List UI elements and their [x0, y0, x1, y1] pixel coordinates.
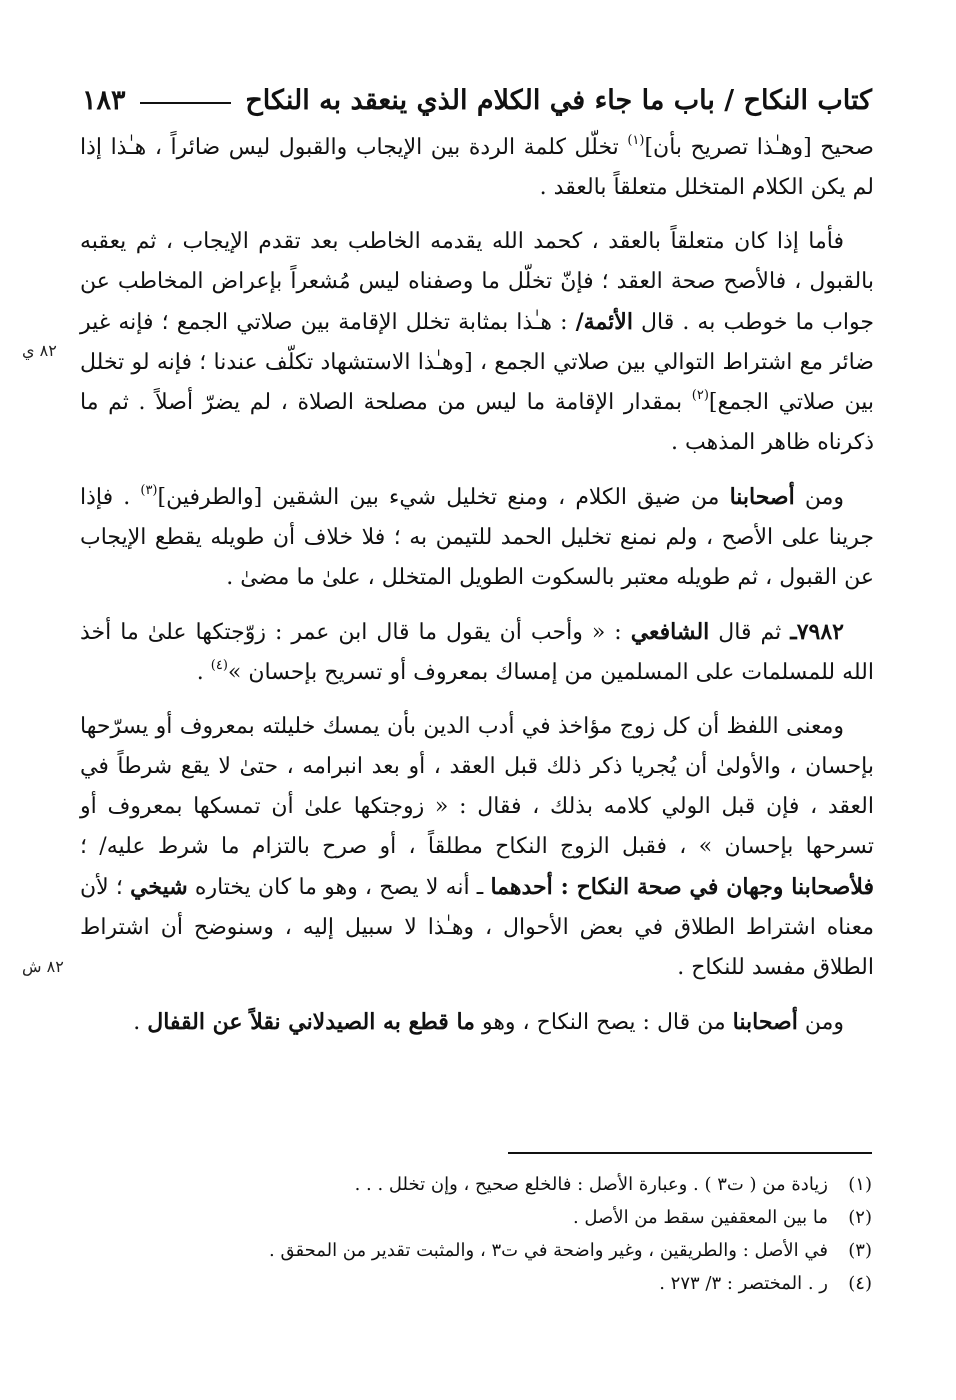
paragraph-5	[80, 707, 874, 988]
paragraph-3	[80, 477, 874, 598]
footnote-ref-3[interactable]: (٣)	[140, 483, 158, 498]
footnote-ref-4[interactable]: (٤)	[210, 658, 228, 673]
bold-term: الأئمة/	[575, 309, 633, 335]
margin-note-folio-82y: ٨٢ ي	[22, 341, 57, 360]
text-run: تخلّل كلمة الردة بين الإيجاب والقبول ليس ضائراً ، هـٰذا إذا لم يكن الكلام المتخلل متعلقاً بالعقد .	[80, 135, 874, 200]
footnote-number: (٣)	[848, 1240, 872, 1261]
text-run: ومن	[794, 485, 845, 510]
footnote-item	[100, 1267, 872, 1300]
text-run: من ضيق الكلام ، ومنع تخليل شيء بين الشقين [والطرفين]	[157, 485, 730, 510]
footnote-number: (٢)	[848, 1207, 872, 1228]
main-text	[80, 128, 874, 1053]
text-run: بمقدار الإقامة ما ليس من مصلحة الصلاة ، لم يضرّ أصلاً . ثم ما ذكرناه ظاهر المذهب .	[80, 390, 874, 455]
footnotes	[100, 1168, 872, 1300]
footnote-number: (١)	[848, 1174, 872, 1195]
running-header	[82, 78, 872, 122]
footnote-item	[100, 1168, 872, 1201]
issue-number: ٧٩٨٢ـ	[790, 619, 844, 645]
page-number: ١٨٣	[82, 84, 126, 116]
text-run: ومن	[797, 1010, 844, 1035]
text-run: فأما إذا كان متعلقاً بالعقد ، كحمد الله يقدمه الخاطب بعد تقدم الإيجاب ، ثم يعقبه بالقبول ، فالأصح صحة العقد ؛ فإنّ تخلّل ما وصفناه ليس مُشعراً بإعراض المخاطب عن جواب ما خوطب به . قال	[80, 229, 874, 335]
paragraph-6	[80, 1002, 874, 1043]
paragraph-1	[80, 128, 874, 208]
text-run: ـ أنه لا يصح ، وهو ما كان يختاره	[187, 875, 491, 900]
footnote-divider	[508, 1152, 872, 1154]
text-run: صحيح [وهـٰذا تصريح بأن]	[644, 135, 874, 160]
bold-term: فلأصحابنا وجهان في صحة النكاح : أحدهما	[490, 874, 874, 900]
footnote-text: زيادة من ( ت٣ ) . وعبارة الأصل : فالخلع صحيح ، وإن تخلل . . .	[354, 1174, 828, 1195]
text-run: .	[133, 1010, 148, 1035]
text-run: ثم قال	[709, 620, 791, 645]
bold-term: شيخي	[130, 874, 188, 900]
footnote-number: (٤)	[848, 1273, 872, 1294]
margin-note-folio-82sh: ٨٢ ش	[22, 957, 64, 976]
header-title: كتاب النكاح / باب ما جاء في الكلام الذي ينعقد به النكاح	[245, 84, 872, 116]
footnote-ref-1[interactable]: (١)	[627, 133, 645, 148]
text-run: : هـٰذا بمثابة تخلل الإقامة بين صلاتي الجمع ؛ فإنه غير ضائر مع اشتراط التوالي بين صلاتي الجمع ، [وهـٰذا الاستشهاد تكلّف عندنا ؛ فإنه لو تخلل بين صلاتي الجمع]	[80, 310, 874, 415]
text-run: . فإذا جرينا على الأصح ، ولم نمنع تخليل الحمد للتيمن به ؛ فلا خلاف أن طويله يقطع الإيجاب عن القبول ، ثم طويله معتبر بالسكوت الطويل المتخلل ، علىٰ ما مضىٰ .	[80, 485, 874, 590]
footnote-ref-2[interactable]: (٢)	[691, 388, 709, 403]
text-run: .	[196, 660, 211, 685]
footnote-item	[100, 1234, 872, 1267]
bold-term: أصحابنا	[729, 484, 795, 510]
text-run: ومعنى اللفظ أن كل زوج مؤاخذ في أدب الدين بأن يمسك خليلته بمعروف أو يسرّحها بإحسان ، والأولىٰ أن يُجريا ذكر ذلك قبل العقد ، أو بعد انبرامه ، حتىٰ لا يقع شرطاً في العقد ، فإن قبل الولي كلامه بذلك ، فقال : « زوجتكها علىٰ أن تمسكها بمعروف أو تسرحها بإحسان » ، فقبل الزوج النكاح مطلقاً ، أو صرح بالتزام ما شرط عليه/ ؛	[80, 714, 874, 859]
bold-term: ما قطع به الصيدلاني نقلاً عن القفال	[147, 1009, 475, 1035]
footnote-text: ر . المختصر : ٣/ ٢٧٣ .	[659, 1273, 828, 1294]
footnote-text: ما بين المعقفين سقط من الأصل .	[572, 1207, 828, 1228]
text-run: : « وأحب أن يقول ما قال ابن عمر : زوّجتكها علىٰ ما أخذ الله للمسلمات على المسلمين من إمساك بمعروف أو تسريح بإحسان »	[80, 620, 874, 685]
bold-term: الشافعي	[630, 619, 710, 645]
footnote-text: في الأصل : والطريقين ، وغير واضحة في ت٣ ، والمثبت تقدير من المحقق .	[269, 1240, 828, 1261]
text-run: من قال : يصح النكاح ، وهو	[474, 1010, 733, 1035]
footnote-item	[100, 1201, 872, 1234]
bold-term: أصحابنا	[732, 1009, 798, 1035]
header-rule	[140, 102, 232, 104]
paragraph-4	[80, 612, 874, 693]
paragraph-2	[80, 222, 874, 463]
text-run: ؛ لأن معناه اشتراط الطلاق في بعض الأحوال ، وهـٰذا لا سبيل إليه ، وسنوضح أن اشتراط الطلاق مفسد للنكاح .	[80, 875, 874, 980]
